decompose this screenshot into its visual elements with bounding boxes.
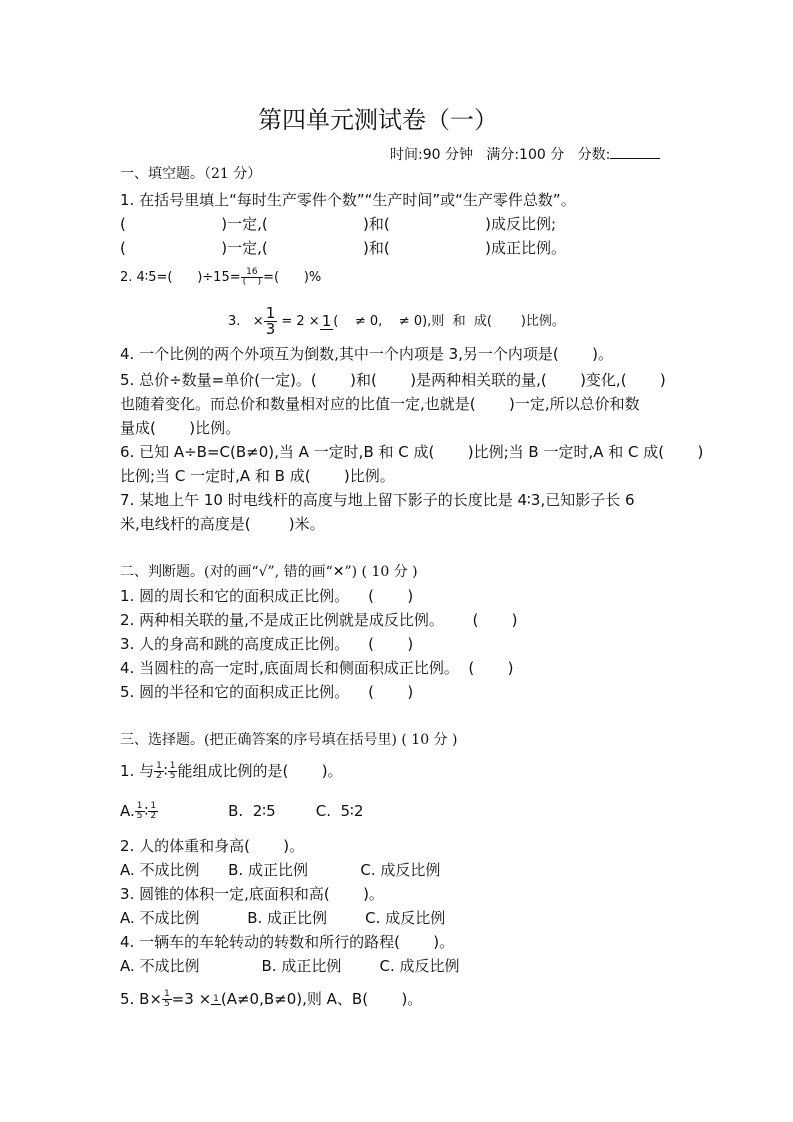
q3-fraction-two [320,311,334,330]
q3-frac2-numerator: 1 [321,311,332,330]
q3-part-b: = 2 × [277,314,320,329]
choice-q1-optA-frac1 [135,802,145,821]
choice-q5-frac1 [162,990,172,1009]
choice-q4-options: A. 不成比例 B. 成正比例 C. 成反比例 [120,957,460,975]
q2-part-b: =( )% [263,270,322,285]
q2-part-a: 2. 4∶5=( )÷15= [120,270,241,285]
exam-meta [390,144,660,165]
choice-q1-optA-frac2-numerator: 1 [150,801,157,811]
q1-line1: 1. 在括号里填上“每时生产零件个数”“生产时间”或“生产零件总数”。 [120,191,576,209]
q3-frac1-denominator: 3 [265,320,276,338]
q2 [120,268,321,288]
choice-q3: 3. 圆锥的体积一定,底面积和高( )。 [120,885,384,903]
judge-item-5: 5. 圆的半径和它的面积成正比例。 ( ) [120,683,414,701]
choice-q5-frac2 [211,995,221,1005]
q2-fraction-numerator: 16 [241,268,263,278]
q5-line1: 5. 总价÷数量=单价(一定)。( )和( )是两种相关联的量,( )变化,( ) [120,371,666,389]
choice-q1-part-b: 能组成比例的是( )。 [177,762,343,780]
time-limit: 时间:90 分钟 [390,147,473,163]
choice-q1-optA-colon: ∶ [144,802,149,820]
choice-q1-frac2-denominator: 5 [169,771,176,781]
choice-q1-frac2 [168,762,178,781]
section2-heading: 二、判断题。(对的画“√”, 错的画“✕”) ( 10 分 ) [120,564,418,580]
choice-q4: 4. 一辆车的车轮转动的转数和所行的路程( )。 [120,933,455,951]
choice-q1-colon: ∶ [163,762,168,780]
judge-item-1: 1. 圆的周长和它的面积成正比例。 ( ) [120,587,414,605]
choice-q5 [120,986,422,1012]
choice-q1-optA-frac1-numerator: 1 [136,801,143,811]
choice-q1-optC: C. 5∶2 [315,802,364,820]
choice-q1-frac1 [154,762,164,781]
choice-q5-part-a: 5. B× [120,990,162,1008]
choice-q5-frac1-denominator: 5 [163,999,170,1009]
choice-q1-frac2-numerator: 1 [169,761,176,771]
judge-item-2: 2. 两种相关联的量,不是成正比例就是成反比例。 ( ) [120,611,518,629]
q3-fraction-one-third [264,306,278,337]
choice-q1-optA-frac1-denominator: 5 [136,811,143,821]
score-label: 分数: [577,147,611,163]
choice-q5-part-b: =3 × [171,990,212,1008]
q7-line2: 米,电线杆的高度是( )米。 [120,515,325,533]
choice-q5-frac2-numerator: 1 [213,993,219,1004]
choice-q1-optA-label: A. [120,802,135,820]
choice-q1-optB: B. 2∶5 [228,802,276,820]
q6-line2: 比例;当 C 一定时,A 和 B 成( )比例。 [120,467,395,485]
score-blank[interactable] [610,144,660,159]
q3 [228,306,565,337]
choice-q1-options [120,798,364,824]
q7-line1: 7. 某地上午 10 时电线杆的高度与地上留下影子的长度比是 4∶3,已知影子长 6 [120,491,635,509]
choice-q1 [120,758,343,784]
q3-frac1-numerator: 1 [265,304,276,322]
q4: 4. 一个比例的两个外项互为倒数,其中一个内项是 3,另一个内项是( )。 [120,345,614,363]
choice-q5-frac1-numerator: 1 [163,989,170,999]
choice-q1-part-a: 1. 与 [120,762,155,780]
q1-line2: ( )一定,( )和( )成反比例; [120,215,557,233]
q1-line3: ( )一定,( )和( )成正比例。 [120,239,566,257]
section1-heading: 一、填空题。（21 分） [120,166,262,182]
judge-item-4: 4. 当圆柱的高一定时,底面周长和侧面积成正比例。 ( ) [120,659,514,677]
q6-line1: 6. 已知 A÷B=C(B≠0),当 A 一定时,B 和 C 成( )比例;当 B 一定时,A 和 C 成( ) [120,443,704,461]
q5-line3: 量成( )比例。 [120,419,241,437]
full-score: 满分:100 分 [486,147,565,163]
choice-q1-optA-frac2 [148,802,158,821]
q2-fraction-denominator: ( ) [242,277,262,287]
q2-fraction [241,268,263,287]
choice-q1-frac1-denominator: 2 [156,771,162,781]
choice-q3-options: A. 不成比例 B. 成正比例 C. 成反比例 [120,909,446,927]
choice-q5-part-c: (A≠0,B≠0),则 A、B( )。 [220,990,423,1008]
choice-q2: 2. 人的体重和身高( )。 [120,837,305,855]
page-title: 第四单元测试卷（一） [258,106,498,134]
q3-part-c: ( ≠ 0, ≠ 0),则 和 成( )比例。 [333,314,565,329]
section3-heading: 三、选择题。(把正确答案的序号填在括号里) ( 10 分 ) [120,732,458,748]
q3-part-a: 3. × [228,314,264,329]
q5-line2: 也随着变化。而总价和数量相对应的比值一定,也就是( )一定,所以总价和数 [120,395,640,413]
choice-q1-frac1-numerator: 1 [156,761,162,771]
judge-item-3: 3. 人的身高和跳的高度成正比例。 ( ) [120,635,414,653]
choice-q2-options: A. 不成比例 B. 成正比例 C. 成反比例 [120,861,441,879]
choice-q1-optA-frac2-denominator: 2 [150,811,157,821]
